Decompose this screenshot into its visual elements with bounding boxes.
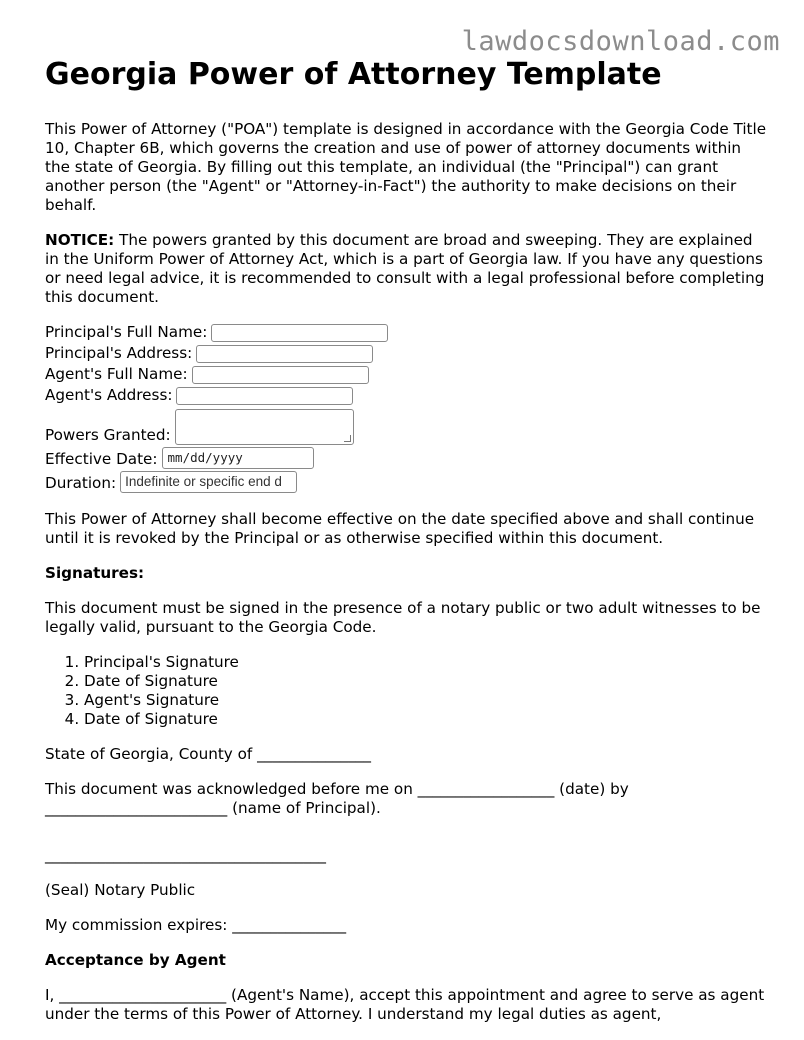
effective-date-input[interactable]: mm/dd/yyyy — [162, 447, 314, 469]
agent-name-input[interactable] — [192, 366, 369, 384]
page-title: Georgia Power of Attorney Template — [45, 57, 662, 92]
principal-address-label: Principal's Address: — [45, 344, 193, 362]
powers-granted-row — [45, 409, 770, 445]
notice-text: The powers granted by this document are broad and sweeping. They are explained in the Uniform Power of Attorney Act, which is a part of Georgia law. If you have any questions or need legal advice, it is recommended to consult with a legal professional before completing this document. — [45, 231, 765, 306]
principal-name-row — [45, 323, 770, 342]
county-line: State of Georgia, County of _______________ — [45, 745, 371, 763]
duration-input[interactable]: Indefinite or specific end d — [120, 471, 297, 493]
agent-address-label: Agent's Address: — [45, 386, 173, 404]
notice-paragraph — [45, 231, 770, 307]
effective-paragraph: This Power of Attorney shall become effective on the date specified above and shall continue until it is revoked by the Principal or as otherwise specified within this document. — [45, 510, 755, 547]
notice-label: NOTICE: — [45, 231, 115, 249]
principal-name-label: Principal's Full Name: — [45, 323, 208, 341]
agent-name-row — [45, 365, 770, 384]
agent-address-row — [45, 386, 770, 405]
list-item: 2. Date of Signature — [84, 672, 770, 691]
list-item: 1. Principal's Signature — [84, 653, 770, 672]
signature-list — [45, 653, 770, 729]
poa-form — [45, 323, 770, 493]
acceptance-paragraph: I, ______________________ (Agent's Name), accept this appointment and agree to serve as agent under the terms of this Power of Attorney. I understand my legal duties as agent, — [45, 986, 765, 1023]
watermark: lawdocsdownload.com — [461, 26, 780, 57]
acceptance-heading: Acceptance by Agent — [45, 951, 226, 969]
effective-date-row — [45, 447, 770, 469]
document-page — [45, 56, 770, 1040]
duration-label: Duration: — [45, 474, 117, 492]
signatures-heading: Signatures: — [45, 564, 145, 582]
seal-line: (Seal) Notary Public — [45, 881, 196, 899]
notary-signature-line: _____________________________________ — [45, 846, 326, 864]
effective-date-label: Effective Date: — [45, 450, 158, 468]
duration-row — [45, 471, 770, 493]
powers-granted-label: Powers Granted: — [45, 426, 171, 444]
list-item: 3. Agent's Signature — [84, 691, 770, 710]
list-item: 4. Date of Signature — [84, 710, 770, 729]
powers-granted-textarea[interactable] — [175, 409, 354, 445]
acknowledged-line: This document was acknowledged before me on __________________ (date) by ________________________ (name of Principal). — [45, 780, 629, 817]
principal-address-input[interactable] — [196, 345, 373, 363]
intro-paragraph: This Power of Attorney ("POA") template is designed in accordance with the Georgia Code Title 10, Chapter 6B, which governs the creation and use of power of attorney documents within the state of Georgia. By filling out this template, an individual (the "Principal") can grant another person (the "Agent" or "Attorney-in-Fact") the authority to make decisions on their behalf. — [45, 120, 767, 214]
agent-address-input[interactable] — [176, 387, 353, 405]
agent-name-label: Agent's Full Name: — [45, 365, 188, 383]
signatures-paragraph: This document must be signed in the presence of a notary public or two adult witnesses to be legally valid, pursuant to the Georgia Code. — [45, 599, 761, 636]
commission-line: My commission expires: _______________ — [45, 916, 347, 934]
principal-name-input[interactable] — [211, 324, 388, 342]
principal-address-row — [45, 344, 770, 363]
